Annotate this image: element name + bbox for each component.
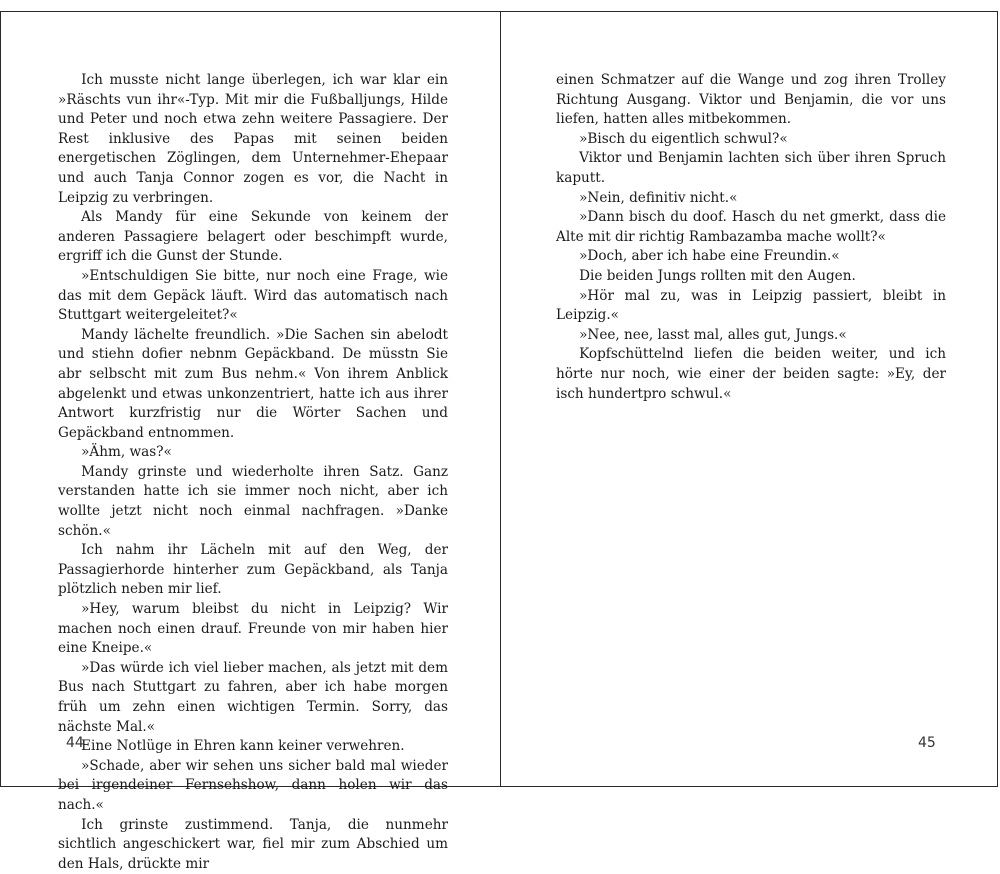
paragraph: »Nee, nee, lasst mal, alles gut, Jungs.« — [579, 326, 847, 343]
right-page-text — [556, 71, 946, 404]
left-page — [0, 0, 500, 872]
right-page — [501, 0, 1000, 800]
paragraph: Viktor und Benjamin lachten sich über ihren Spruch kaputt. — [556, 150, 946, 186]
page-number-left: 44 — [66, 735, 84, 751]
paragraph: Als Mandy für eine Sekunde von keinem der anderen Passagiere belagert oder beschimpft wurde, ergriff ich die Gunst der Stunde. — [58, 209, 448, 265]
paragraph: Die beiden Jungs rollten mit den Augen. — [579, 267, 856, 284]
paragraph: »Das würde ich viel lieber machen, als jetzt mit dem Bus nach Stuttgart zu fahren, aber ich habe morgen früh um zehn einen wichtigen Termin. Sorry, das nächste Mal.« — [58, 659, 448, 735]
paragraph: »Bisch du eigentlich schwul?« — [579, 130, 788, 147]
paragraph: einen Schmatzer auf die Wange und zog ihren Trolley Richtung Ausgang. Viktor und Benjamin, die vor uns liefen, hatten alles mitbekommen. — [556, 72, 946, 128]
paragraph: Eine Notlüge in Ehren kann keiner verwehren. — [81, 738, 405, 755]
paragraph: »Dann bisch du doof. Hasch du net gmerkt, dass die Alte mit dir richtig Rambazamba mache wollt?« — [556, 209, 946, 245]
paragraph: Mandy grinste und wiederholte ihren Satz. Ganz verstanden hatte ich sie immer noch nicht, aber ich wollte jetzt nicht noch einmal nachfragen. »Danke schön.« — [58, 463, 448, 539]
page-number-right: 45 — [918, 735, 936, 751]
paragraph: »Nein, definitiv nicht.« — [579, 189, 738, 206]
paragraph: »Ähm, was?« — [81, 444, 172, 461]
paragraph: »Hey, warum bleibst du nicht in Leipzig? Wir machen noch einen drauf. Freunde von mir haben hier eine Kneipe.« — [58, 601, 448, 657]
paragraph: Kopfschüttelnd liefen die beiden weiter, und ich hörte nur noch, wie einer der beiden sagte: »Ey, der isch hundertpro schwul.« — [556, 346, 946, 402]
paragraph: Ich musste nicht lange überlegen, ich war klar ein »Räschts vun ihr«-Typ. Mit mir die Fußballjungs, Hilde und Peter und noch etwa zehn weitere Passagiere. Der Rest inklusive des Papas mit seinen beiden energetischen Zöglingen, dem Unternehmer-Ehepaar und auch Tanja Connor zogen es vor, die Nacht in Leipzig zu verbringen. — [58, 72, 448, 206]
paragraph: »Doch, aber ich habe eine Freundin.« — [579, 248, 840, 265]
left-page-text — [58, 71, 448, 874]
paragraph: »Hör mal zu, was in Leipzig passiert, bleibt in Leipzig.« — [556, 287, 946, 324]
paragraph: »Entschuldigen Sie bitte, nur noch eine Frage, wie das mit dem Gepäck läuft. Wird das automatisch nach Stuttgart weitergeleitet?« — [58, 267, 448, 324]
paragraph: Ich grinste zustimmend. Tanja, die nunmehr sichtlich angeschickert war, fiel mir zum Abschied um den Hals, drückte mir — [58, 816, 448, 872]
paragraph: Mandy lächelte freundlich. »Die Sachen sin abelodt und stiehn dofier nebnm Gepäckband. De müsstn Sie abr selbscht mit zum Bus nehm.« Von ihrem Anblick abgelenkt und etwas unkonzentriert, hatte ich aus ihrer Antwort kurzfristig nur die Wörter Sachen und Gepäckband entnommen. — [58, 326, 448, 441]
paragraph: Ich nahm ihr Lächeln mit auf den Weg, der Passagierhorde hinterher zum Gepäckband, als Tanja plötzlich neben mir lief. — [58, 542, 448, 598]
paragraph: »Schade, aber wir sehen uns sicher bald mal wieder bei irgendeiner Fernsehshow, dann holen wir das nach.« — [58, 757, 448, 813]
